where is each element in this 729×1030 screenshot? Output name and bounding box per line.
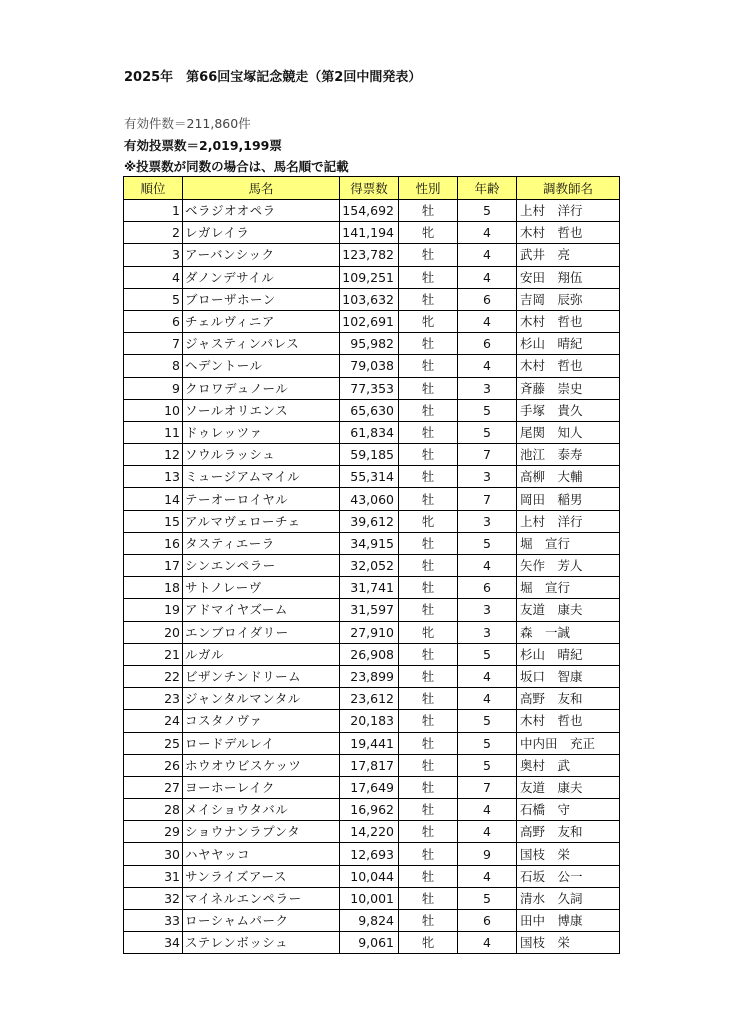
table-row: [124, 399, 620, 421]
rank-cell: 33: [124, 910, 183, 932]
sex-cell: 牝: [399, 621, 458, 643]
rank-cell: 25: [124, 732, 183, 754]
sex-cell: 牝: [399, 222, 458, 244]
rank-cell: 30: [124, 843, 183, 865]
age-cell: 5: [458, 754, 517, 776]
horse-name-cell: タスティエーラ: [183, 532, 340, 554]
horse-name-cell: サトノレーヴ: [183, 577, 340, 599]
trainer-cell: 杉山 晴紀: [517, 333, 620, 355]
sex-cell: 牡: [399, 710, 458, 732]
votes-cell: 10,001: [340, 887, 399, 909]
sex-cell: 牡: [399, 421, 458, 443]
trainer-cell: 矢作 芳人: [517, 555, 620, 577]
votes-cell: 55,314: [340, 466, 399, 488]
rank-cell: 9: [124, 377, 183, 399]
table-row: [124, 333, 620, 355]
sex-cell: 牡: [399, 288, 458, 310]
age-cell: 3: [458, 621, 517, 643]
horse-name-cell: ベラジオオペラ: [183, 200, 340, 222]
votes-cell: 9,824: [340, 910, 399, 932]
trainer-cell: 坂口 智康: [517, 665, 620, 687]
age-cell: 6: [458, 910, 517, 932]
trainer-cell: 中内田 充正: [517, 732, 620, 754]
trainer-cell: 手塚 貴久: [517, 399, 620, 421]
table-row: [124, 821, 620, 843]
rank-cell: 24: [124, 710, 183, 732]
age-cell: 5: [458, 421, 517, 443]
table-row: [124, 799, 620, 821]
horse-name-cell: クロワデュノール: [183, 377, 340, 399]
trainer-cell: 田中 博康: [517, 910, 620, 932]
rank-cell: 13: [124, 466, 183, 488]
age-cell: 4: [458, 355, 517, 377]
horse-name-cell: ショウナンラプンタ: [183, 821, 340, 843]
sex-cell: 牡: [399, 200, 458, 222]
votes-cell: 141,194: [340, 222, 399, 244]
table-row: [124, 555, 620, 577]
trainer-cell: 清水 久詞: [517, 887, 620, 909]
sex-cell: 牡: [399, 444, 458, 466]
sex-cell: 牡: [399, 754, 458, 776]
age-cell: 6: [458, 333, 517, 355]
sex-cell: 牡: [399, 865, 458, 887]
age-cell: 7: [458, 776, 517, 798]
votes-cell: 12,693: [340, 843, 399, 865]
horse-name-cell: ロードデルレイ: [183, 732, 340, 754]
sex-cell: 牡: [399, 887, 458, 909]
age-cell: 5: [458, 532, 517, 554]
votes-cell: 43,060: [340, 488, 399, 510]
sex-cell: 牝: [399, 510, 458, 532]
rank-cell: 5: [124, 288, 183, 310]
table-row: [124, 932, 620, 954]
table-row: [124, 665, 620, 687]
votes-cell: 26,908: [340, 643, 399, 665]
age-cell: 3: [458, 510, 517, 532]
trainer-cell: 木村 哲也: [517, 222, 620, 244]
votes-cell: 109,251: [340, 266, 399, 288]
horse-name-cell: ミュージアムマイル: [183, 466, 340, 488]
trainer-cell: 杉山 晴紀: [517, 643, 620, 665]
trainer-cell: 国枝 栄: [517, 843, 620, 865]
rank-cell: 23: [124, 688, 183, 710]
trainer-cell: 武井 亮: [517, 244, 620, 266]
age-cell: 4: [458, 821, 517, 843]
votes-cell: 65,630: [340, 399, 399, 421]
votes-cell: 10,044: [340, 865, 399, 887]
trainer-cell: 友道 康夫: [517, 776, 620, 798]
table-row: [124, 732, 620, 754]
votes-cell: 16,962: [340, 799, 399, 821]
age-cell: 3: [458, 599, 517, 621]
table-row: [124, 266, 620, 288]
horse-name-cell: ジャンタルマンタル: [183, 688, 340, 710]
sex-cell: 牡: [399, 466, 458, 488]
header-trainer: 調教師名: [517, 177, 620, 200]
header-horse: 馬名: [183, 177, 340, 200]
sex-cell: 牡: [399, 355, 458, 377]
sex-cell: 牡: [399, 799, 458, 821]
table-row: [124, 288, 620, 310]
horse-name-cell: メイショウタバル: [183, 799, 340, 821]
rank-cell: 14: [124, 488, 183, 510]
horse-name-cell: コスタノヴァ: [183, 710, 340, 732]
table-row: [124, 688, 620, 710]
table-row: [124, 244, 620, 266]
sex-cell: 牡: [399, 643, 458, 665]
table-row: [124, 355, 620, 377]
trainer-cell: 上村 洋行: [517, 510, 620, 532]
table-row: [124, 310, 620, 332]
votes-cell: 14,220: [340, 821, 399, 843]
horse-name-cell: ブローザホーン: [183, 288, 340, 310]
age-cell: 5: [458, 732, 517, 754]
sex-cell: 牡: [399, 555, 458, 577]
trainer-cell: 石坂 公一: [517, 865, 620, 887]
header-rank: 順位: [124, 177, 183, 200]
rank-cell: 28: [124, 799, 183, 821]
votes-cell: 27,910: [340, 621, 399, 643]
votes-cell: 32,052: [340, 555, 399, 577]
table-row: [124, 421, 620, 443]
rank-cell: 11: [124, 421, 183, 443]
trainer-cell: 高野 友和: [517, 688, 620, 710]
horse-name-cell: ソールオリエンス: [183, 399, 340, 421]
trainer-cell: 堀 宣行: [517, 532, 620, 554]
age-cell: 5: [458, 643, 517, 665]
horse-name-cell: チェルヴィニア: [183, 310, 340, 332]
table-row: [124, 532, 620, 554]
votes-cell: 79,038: [340, 355, 399, 377]
sex-cell: 牡: [399, 266, 458, 288]
trainer-cell: 堀 宣行: [517, 577, 620, 599]
rank-cell: 19: [124, 599, 183, 621]
horse-name-cell: ホウオウビスケッツ: [183, 754, 340, 776]
horse-name-cell: ビザンチンドリーム: [183, 665, 340, 687]
table-row: [124, 444, 620, 466]
table-row: [124, 488, 620, 510]
valid-votes: 有効投票数＝2,019,199票: [124, 138, 282, 153]
votes-cell: 31,741: [340, 577, 399, 599]
horse-name-cell: ドゥレッツァ: [183, 421, 340, 443]
sex-cell: 牡: [399, 488, 458, 510]
age-cell: 4: [458, 665, 517, 687]
age-cell: 7: [458, 444, 517, 466]
sex-cell: 牡: [399, 377, 458, 399]
rank-cell: 7: [124, 333, 183, 355]
sex-cell: 牡: [399, 821, 458, 843]
sex-cell: 牡: [399, 244, 458, 266]
table-row: [124, 776, 620, 798]
table-row: [124, 621, 620, 643]
trainer-cell: 木村 哲也: [517, 355, 620, 377]
sex-cell: 牡: [399, 843, 458, 865]
sex-cell: 牡: [399, 599, 458, 621]
rank-cell: 17: [124, 555, 183, 577]
rank-cell: 22: [124, 665, 183, 687]
age-cell: 4: [458, 310, 517, 332]
horse-name-cell: アドマイヤズーム: [183, 599, 340, 621]
trainer-cell: 斉藤 崇史: [517, 377, 620, 399]
age-cell: 4: [458, 865, 517, 887]
horse-name-cell: レガレイラ: [183, 222, 340, 244]
age-cell: 4: [458, 555, 517, 577]
sex-cell: 牡: [399, 910, 458, 932]
age-cell: 4: [458, 222, 517, 244]
rank-cell: 3: [124, 244, 183, 266]
sex-cell: 牡: [399, 732, 458, 754]
sex-cell: 牡: [399, 776, 458, 798]
trainer-cell: 上村 洋行: [517, 200, 620, 222]
trainer-cell: 安田 翔伍: [517, 266, 620, 288]
table-row: [124, 599, 620, 621]
votes-cell: 9,061: [340, 932, 399, 954]
age-cell: 4: [458, 799, 517, 821]
trainer-cell: 木村 哲也: [517, 710, 620, 732]
horse-name-cell: エンブロイダリー: [183, 621, 340, 643]
votes-cell: 19,441: [340, 732, 399, 754]
sex-cell: 牡: [399, 399, 458, 421]
trainer-cell: 高柳 大輔: [517, 466, 620, 488]
table-row: [124, 466, 620, 488]
table-row: [124, 510, 620, 532]
rank-cell: 31: [124, 865, 183, 887]
rank-cell: 12: [124, 444, 183, 466]
table-row: [124, 865, 620, 887]
horse-name-cell: アーバンシック: [183, 244, 340, 266]
age-cell: 3: [458, 466, 517, 488]
rank-cell: 6: [124, 310, 183, 332]
age-cell: 6: [458, 577, 517, 599]
sex-cell: 牡: [399, 333, 458, 355]
trainer-cell: 森 一誠: [517, 621, 620, 643]
age-cell: 4: [458, 932, 517, 954]
horse-name-cell: ソウルラッシュ: [183, 444, 340, 466]
horse-name-cell: ハヤヤッコ: [183, 843, 340, 865]
ordering-note: ※投票数が同数の場合は、馬名順で記載: [124, 159, 349, 174]
rank-cell: 4: [124, 266, 183, 288]
rank-cell: 27: [124, 776, 183, 798]
age-cell: 3: [458, 377, 517, 399]
trainer-cell: 国枝 栄: [517, 932, 620, 954]
horse-name-cell: ジャスティンパレス: [183, 333, 340, 355]
valid-count: 有効件数＝211,860件: [124, 116, 251, 131]
horse-name-cell: ヨーホーレイク: [183, 776, 340, 798]
votes-cell: 61,834: [340, 421, 399, 443]
votes-cell: 20,183: [340, 710, 399, 732]
horse-name-cell: シンエンペラー: [183, 555, 340, 577]
table-row: [124, 910, 620, 932]
trainer-cell: 木村 哲也: [517, 310, 620, 332]
horse-name-cell: ダノンデサイル: [183, 266, 340, 288]
age-cell: 9: [458, 843, 517, 865]
horse-name-cell: ヘデントール: [183, 355, 340, 377]
horse-name-cell: ステレンボッシュ: [183, 932, 340, 954]
votes-cell: 34,915: [340, 532, 399, 554]
rank-cell: 10: [124, 399, 183, 421]
sex-cell: 牝: [399, 932, 458, 954]
table-row: [124, 222, 620, 244]
rank-cell: 16: [124, 532, 183, 554]
table-row: [124, 710, 620, 732]
trainer-cell: 高野 友和: [517, 821, 620, 843]
sex-cell: 牡: [399, 688, 458, 710]
header-age: 年齢: [458, 177, 517, 200]
table-header-row: [124, 177, 620, 200]
age-cell: 4: [458, 688, 517, 710]
horse-name-cell: ルガル: [183, 643, 340, 665]
age-cell: 5: [458, 887, 517, 909]
votes-cell: 102,691: [340, 310, 399, 332]
votes-cell: 154,692: [340, 200, 399, 222]
header-votes: 得票数: [340, 177, 399, 200]
horse-name-cell: テーオーロイヤル: [183, 488, 340, 510]
table-row: [124, 843, 620, 865]
ranking-table: [123, 176, 620, 954]
trainer-cell: 尾関 知人: [517, 421, 620, 443]
votes-cell: 123,782: [340, 244, 399, 266]
trainer-cell: 友道 康夫: [517, 599, 620, 621]
trainer-cell: 奥村 武: [517, 754, 620, 776]
rank-cell: 32: [124, 887, 183, 909]
rank-cell: 8: [124, 355, 183, 377]
horse-name-cell: サンライズアース: [183, 865, 340, 887]
votes-cell: 59,185: [340, 444, 399, 466]
rank-cell: 26: [124, 754, 183, 776]
votes-cell: 23,612: [340, 688, 399, 710]
age-cell: 5: [458, 200, 517, 222]
rank-cell: 2: [124, 222, 183, 244]
rank-cell: 20: [124, 621, 183, 643]
table-row: [124, 643, 620, 665]
rank-cell: 29: [124, 821, 183, 843]
horse-name-cell: アルマヴェローチェ: [183, 510, 340, 532]
table-row: [124, 754, 620, 776]
table-row: [124, 577, 620, 599]
votes-cell: 17,817: [340, 754, 399, 776]
table-row: [124, 200, 620, 222]
header-sex: 性別: [399, 177, 458, 200]
sex-cell: 牡: [399, 665, 458, 687]
rank-cell: 21: [124, 643, 183, 665]
trainer-cell: 石橋 守: [517, 799, 620, 821]
votes-cell: 103,632: [340, 288, 399, 310]
age-cell: 5: [458, 399, 517, 421]
sex-cell: 牡: [399, 532, 458, 554]
age-cell: 7: [458, 488, 517, 510]
votes-cell: 17,649: [340, 776, 399, 798]
sex-cell: 牝: [399, 310, 458, 332]
votes-cell: 77,353: [340, 377, 399, 399]
trainer-cell: 吉岡 辰弥: [517, 288, 620, 310]
votes-cell: 39,612: [340, 510, 399, 532]
age-cell: 4: [458, 244, 517, 266]
rank-cell: 18: [124, 577, 183, 599]
votes-cell: 23,899: [340, 665, 399, 687]
horse-name-cell: ローシャムパーク: [183, 910, 340, 932]
rank-cell: 34: [124, 932, 183, 954]
rank-cell: 1: [124, 200, 183, 222]
sex-cell: 牡: [399, 577, 458, 599]
votes-cell: 31,597: [340, 599, 399, 621]
horse-name-cell: マイネルエンペラー: [183, 887, 340, 909]
age-cell: 5: [458, 710, 517, 732]
table-row: [124, 377, 620, 399]
trainer-cell: 池江 泰寿: [517, 444, 620, 466]
page-title: 2025年 第66回宝塚記念競走（第2回中間発表）: [124, 70, 422, 85]
age-cell: 6: [458, 288, 517, 310]
table-row: [124, 887, 620, 909]
trainer-cell: 岡田 稲男: [517, 488, 620, 510]
votes-cell: 95,982: [340, 333, 399, 355]
rank-cell: 15: [124, 510, 183, 532]
age-cell: 4: [458, 266, 517, 288]
